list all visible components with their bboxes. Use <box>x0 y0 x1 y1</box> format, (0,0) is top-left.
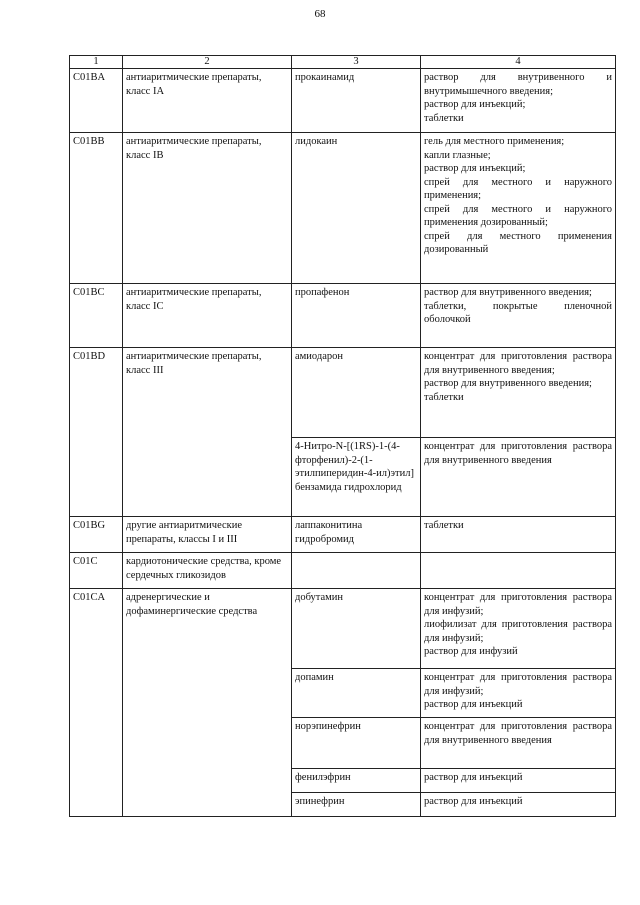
dosage-forms <box>421 133 616 284</box>
dosage-form: спрей для местного применения дозированный <box>424 230 612 255</box>
header-col-4: 4 <box>421 56 616 69</box>
atc-code: C01BA <box>70 69 123 133</box>
dosage-forms <box>421 517 616 553</box>
atc-code: C01BD <box>70 348 123 517</box>
group-name: кардиотонические средства, кроме сердечных гликозидов <box>123 553 292 589</box>
dosage-form: раствор для внутривенного введения; <box>424 287 592 298</box>
atc-code: C01C <box>70 553 123 589</box>
dosage-forms <box>421 348 616 438</box>
atc-code: C01CA <box>70 589 123 817</box>
dosage-form: таблетки <box>424 112 464 124</box>
atc-code: C01BC <box>70 284 123 348</box>
dosage-form: концентрат для приготовления раствора для внутривенного введения <box>424 441 612 466</box>
drug-name: амиодарон <box>292 348 421 438</box>
header-row <box>70 56 616 69</box>
dosage-forms <box>421 769 616 793</box>
drug-name: норэпинефрин <box>292 718 421 769</box>
dosage-form: лиофилизат для приготовления раствора для инфузий; <box>424 619 612 644</box>
group-name: адренергические и дофаминергические средства <box>123 589 292 817</box>
group-name: антиаритмические препараты, класс IA <box>123 69 292 133</box>
drug-name: 4-Нитро-N-[(1RS)-1-(4-фторфенил)-2-(1-этилпиперидин-4-ил)этил] бензамида гидрохлорид <box>292 438 421 517</box>
group-name: антиаритмические препараты, класс IC <box>123 284 292 348</box>
header-col-2: 2 <box>123 56 292 69</box>
dosage-forms-empty <box>421 553 616 589</box>
drug-name: пропафенон <box>292 284 421 348</box>
dosage-form: капли глазные; <box>424 149 491 161</box>
table-row <box>70 589 616 669</box>
group-name: антиаритмические препараты, класс III <box>123 348 292 517</box>
table-row <box>70 133 616 284</box>
table-row <box>70 69 616 133</box>
dosage-form: концентрат для приготовления раствора для внутривенного введения <box>424 721 612 746</box>
drug-name: эпинефрин <box>292 793 421 817</box>
atc-code: C01BB <box>70 133 123 284</box>
dosage-forms <box>421 793 616 817</box>
dosage-forms <box>421 69 616 133</box>
dosage-form: раствор для инъекций <box>424 772 523 783</box>
table-row <box>70 348 616 438</box>
dosage-form: раствор для внутривенного введения; <box>424 378 592 389</box>
dosage-form: раствор для инъекций <box>424 796 523 807</box>
dosage-form: концентрат для приготовления раствора для инфузий; <box>424 672 612 697</box>
dosage-form: концентрат для приготовления раствора для инфузий; <box>424 592 612 617</box>
header-col-3: 3 <box>292 56 421 69</box>
drug-name-empty <box>292 553 421 589</box>
dosage-form: раствор для инъекций <box>424 699 523 710</box>
group-name: другие антиаритмические препараты, классы I и III <box>123 517 292 553</box>
table-row <box>70 284 616 348</box>
dosage-form: раствор для инъекций; <box>424 99 526 110</box>
dosage-forms <box>421 589 616 669</box>
dosage-forms <box>421 718 616 769</box>
dosage-form: таблетки, покрытые пленочной оболочкой <box>424 300 612 325</box>
drug-name: добутамин <box>292 589 421 669</box>
dosage-forms <box>421 669 616 718</box>
dosage-form: таблетки <box>424 391 464 403</box>
drug-name: фенилэфрин <box>292 769 421 793</box>
drug-table <box>69 55 616 817</box>
dosage-form: раствор для инфузий <box>424 646 518 657</box>
dosage-form: раствор для инъекций; <box>424 163 526 174</box>
header-col-1: 1 <box>70 56 123 69</box>
dosage-form: спрей для местного и наружного применения; <box>424 176 612 201</box>
drug-name: прокаинамид <box>292 69 421 133</box>
atc-code: C01BG <box>70 517 123 553</box>
dosage-form: концентрат для приготовления раствора для внутривенного введения; <box>424 351 612 376</box>
drug-name: лидокаин <box>292 133 421 284</box>
drug-name: лаппаконитина гидробромид <box>292 517 421 553</box>
dosage-forms <box>421 438 616 517</box>
table-row <box>70 553 616 589</box>
drug-name: допамин <box>292 669 421 718</box>
dosage-form: раствор для внутривенного и внутримышечного введения; <box>424 72 612 97</box>
table-row <box>70 517 616 553</box>
group-name: антиаритмические препараты, класс IB <box>123 133 292 284</box>
page-number: 68 <box>314 8 326 20</box>
dosage-forms <box>421 284 616 348</box>
dosage-form: гель для местного применения; <box>424 136 565 147</box>
dosage-form: таблетки <box>424 520 464 531</box>
dosage-form: спрей для местного и наружного применения дозированный; <box>424 203 612 228</box>
